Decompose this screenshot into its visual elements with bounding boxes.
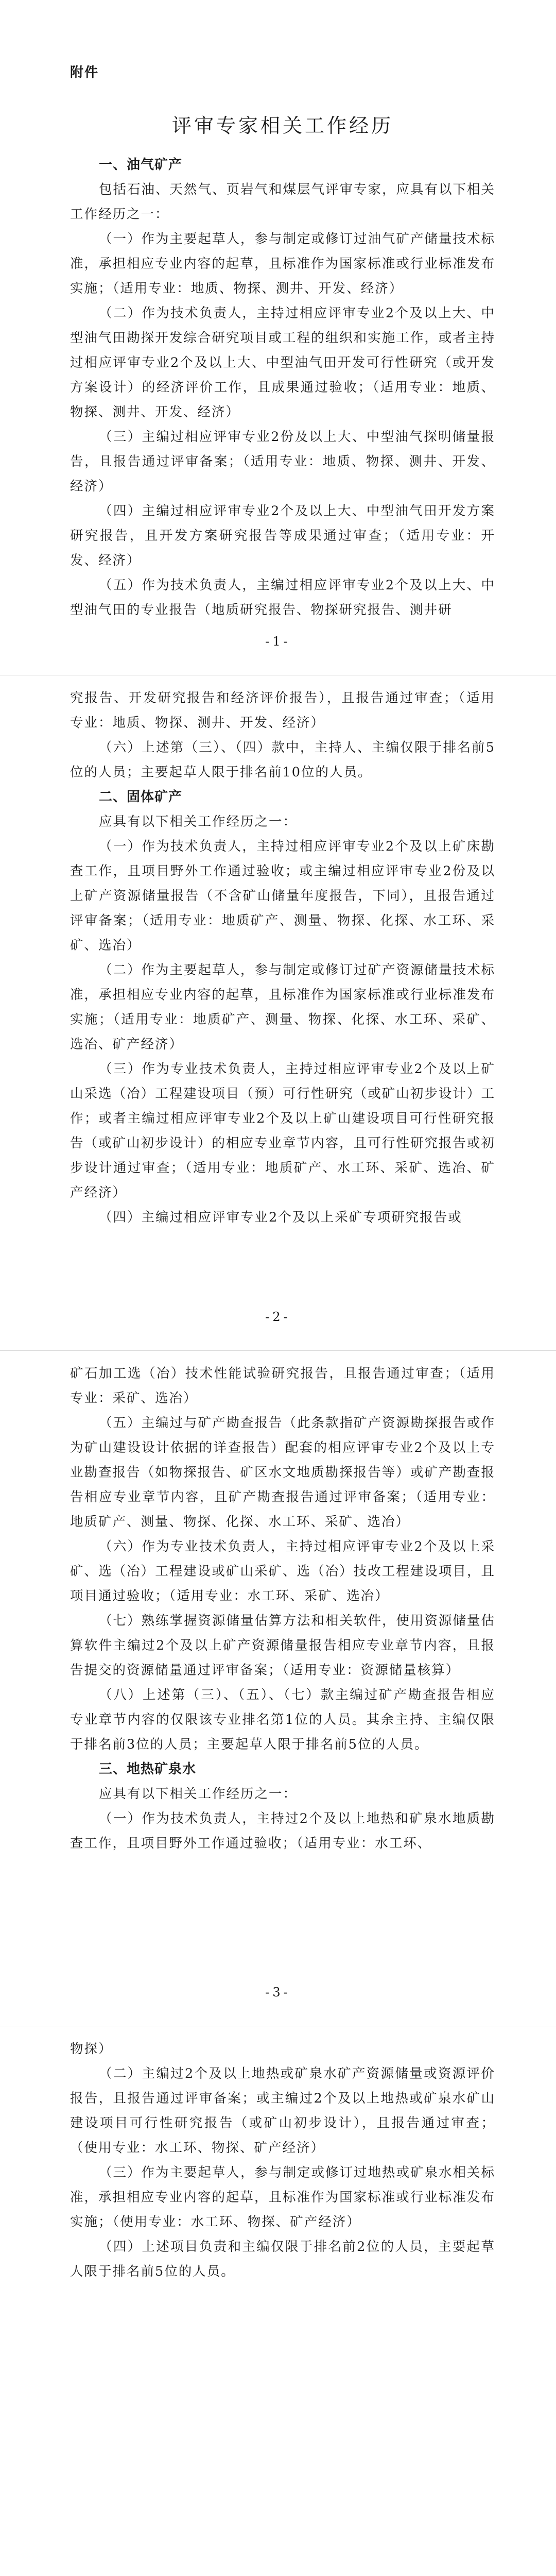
page-4-content — [70, 2037, 495, 2284]
page-1-content — [70, 113, 495, 622]
paragraph: （八）上述第（三）、（五）、（七）款主编过矿产勘查报告相应专业章节内容的仅限该专业排名第1位的人员。其余主持、主编仅限于排名前3位的人员；主要起草人限于排名前5位的人员。 — [70, 1687, 495, 1752]
paragraph: （六）上述第（三）、（四）款中，主持人、主编仅限于排名前5位的人员；主要起草人限于排名前10位的人员。 — [70, 740, 495, 780]
paragraph: （三）作为主要起草人，参与制定或修订过地热或矿泉水相关标准，承担相应专业内容的起草，且标准作为国家标准或行业标准发布实施；（使用专业：水工环、物探、矿产经济） — [70, 2165, 496, 2230]
page-3-content — [70, 1361, 495, 1856]
paragraph: （五）作为技术负责人，主编过相应评审专业2个及以上大、中型油气田的专业报告（地质研究报告、物探研究报告、测井研 — [70, 578, 495, 618]
paragraph: （二）作为主要起草人，参与制定或修订过矿产资源储量技术标准，承担相应专业内容的起草，且标准作为国家标准或行业标准发布实施；（适用专业：地质矿产、测量、物探、化探、水工环、采矿、选冶、矿产经济） — [70, 962, 496, 1052]
page-number: -2- — [265, 1310, 291, 1324]
paragraph: （七）熟练掌握资源储量估算方法和相关软件，使用资源储量估算软件主编过2个及以上矿产资源储量报告相应专业章节内容，且报告提交的资源储量通过评审备案；（适用专业：资源储量核算） — [70, 1613, 496, 1678]
paragraph: 应具有以下相关工作经历之一： — [99, 814, 298, 829]
document-page-1 — [0, 0, 556, 675]
paragraph: （一）作为主要起草人，参与制定或修订过油气矿产储量技术标准，承担相应专业内容的起草，且标准作为国家标准或行业标准发布实施；（适用专业：地质、物探、测井、开发、经济） — [70, 231, 496, 296]
paragraph: （三）主编过相应评审专业2份及以上大、中型油气探明储量报告，且报告通过评审备案；（适用专业：地质、物探、测井、开发、经济） — [70, 429, 495, 494]
paragraph: （一）作为技术负责人，主持过2个及以上地热和矿泉水地质勘查工作，且项目野外工作通过验收；（适用专业：水工环、 — [70, 1811, 495, 1851]
document-page-4 — [0, 2026, 556, 2576]
section-heading: 三、地热矿泉水 — [99, 1761, 197, 1777]
paragraph-continuation: 物探） — [70, 2041, 113, 2057]
paragraph: （四）上述项目负责和主编仅限于排名前2位的人员，主要起草人限于排名前5位的人员。 — [70, 2239, 495, 2279]
paragraph: 应具有以下相关工作经历之一： — [99, 1786, 298, 1802]
paragraph: （六）作为专业技术负责人，主持过相应评审专业2个及以上采矿、选（冶）工程建设或矿山采矿、选（冶）技改工程建设项目，且项目通过验收；（适用专业：水工环、采矿、选冶） — [70, 1539, 495, 1604]
page-2-content — [70, 686, 495, 1230]
section-heading: 二、固体矿产 — [99, 789, 183, 805]
document-title: 评审专家相关工作经历 — [171, 114, 393, 137]
page-number: -3- — [265, 1985, 291, 1999]
paragraph-continuation: 究报告、开发研究报告和经济评价报告），且报告通过审查；（适用专业：地质、物探、测井、开发、经济） — [70, 690, 495, 731]
annex-label: 附件 — [70, 65, 99, 80]
paragraph: （五）主编过与矿产勘查报告（此条款指矿产资源勘探报告或作为矿山建设设计依据的详查报告）配套的相应评审专业2个及以上专业勘查报告（如物探报告、矿区水文地质勘探报告等）或矿产勘查报告相应专业章节内容，且矿产勘查报告通过评审备案；（适用专业：地质矿产、测量、物探、化探、水工环、采矿、选冶） — [70, 1415, 496, 1530]
page-number: -1- — [265, 634, 291, 649]
paragraph-continuation: 矿石加工选（冶）技术性能试验研究报告，且报告通过审查；（适用专业：采矿、选冶） — [70, 1366, 495, 1406]
section-heading: 一、油气矿产 — [99, 157, 183, 173]
paragraph: 包括石油、天然气、页岩气和煤层气评审专家，应具有以下相关工作经历之一： — [70, 182, 496, 222]
paragraph: （一）作为技术负责人，主持过相应评审专业2个及以上矿床勘查工作，且项目野外工作通过验收；或主编过相应评审专业2份及以上矿产资源储量报告（不含矿山储量年度报告，下同），且报告通过评审备案；（适用专业：地质矿产、测量、物探、化探、水工环、采矿、选冶） — [70, 839, 495, 953]
document-page-2 — [0, 675, 556, 1350]
document-page-3 — [0, 1351, 556, 2026]
paragraph: （二）作为技术负责人，主持过相应评审专业2个及以上大、中型油气田勘探开发综合研究项目或工程的组织和实施工作，或者主持过相应评审专业2个及以上大、中型油气田开发可行性研究（或开发方案设计）的经济评价工作，且成果通过验收；（适用专业：地质、物探、测井、开发、经济） — [70, 306, 495, 420]
paragraph: （四）主编过相应评审专业2个及以上大、中型油气田开发方案研究报告，且开发方案研究报告等成果通过审查；（适用专业：开发、经济） — [70, 503, 495, 568]
paragraph: （三）作为专业技术负责人，主持过相应评审专业2个及以上矿山采选（冶）工程建设项目（预）可行性研究（或矿山初步设计）工作；或者主编过相应评审专业2个及以上矿山建设项目可行性研究报告（或矿山初步设计）的相应专业章节内容，且可行性研究报告或初步设计通过审查；（适用专业：地质矿产、水工环、采矿、选冶、矿产经济） — [70, 1061, 495, 1200]
paragraph: （二）主编过2个及以上地热或矿泉水矿产资源储量或资源评价报告，且报告通过评审备案；或主编过2个及以上地热或矿泉水矿山建设项目可行性研究报告（或矿山初步设计），且报告通过审查；（使用专业：水工环、物探、矿产经济） — [70, 2066, 495, 2156]
paragraph: （四）主编过相应评审专业2个及以上采矿专项研究报告或 — [99, 1210, 462, 1225]
